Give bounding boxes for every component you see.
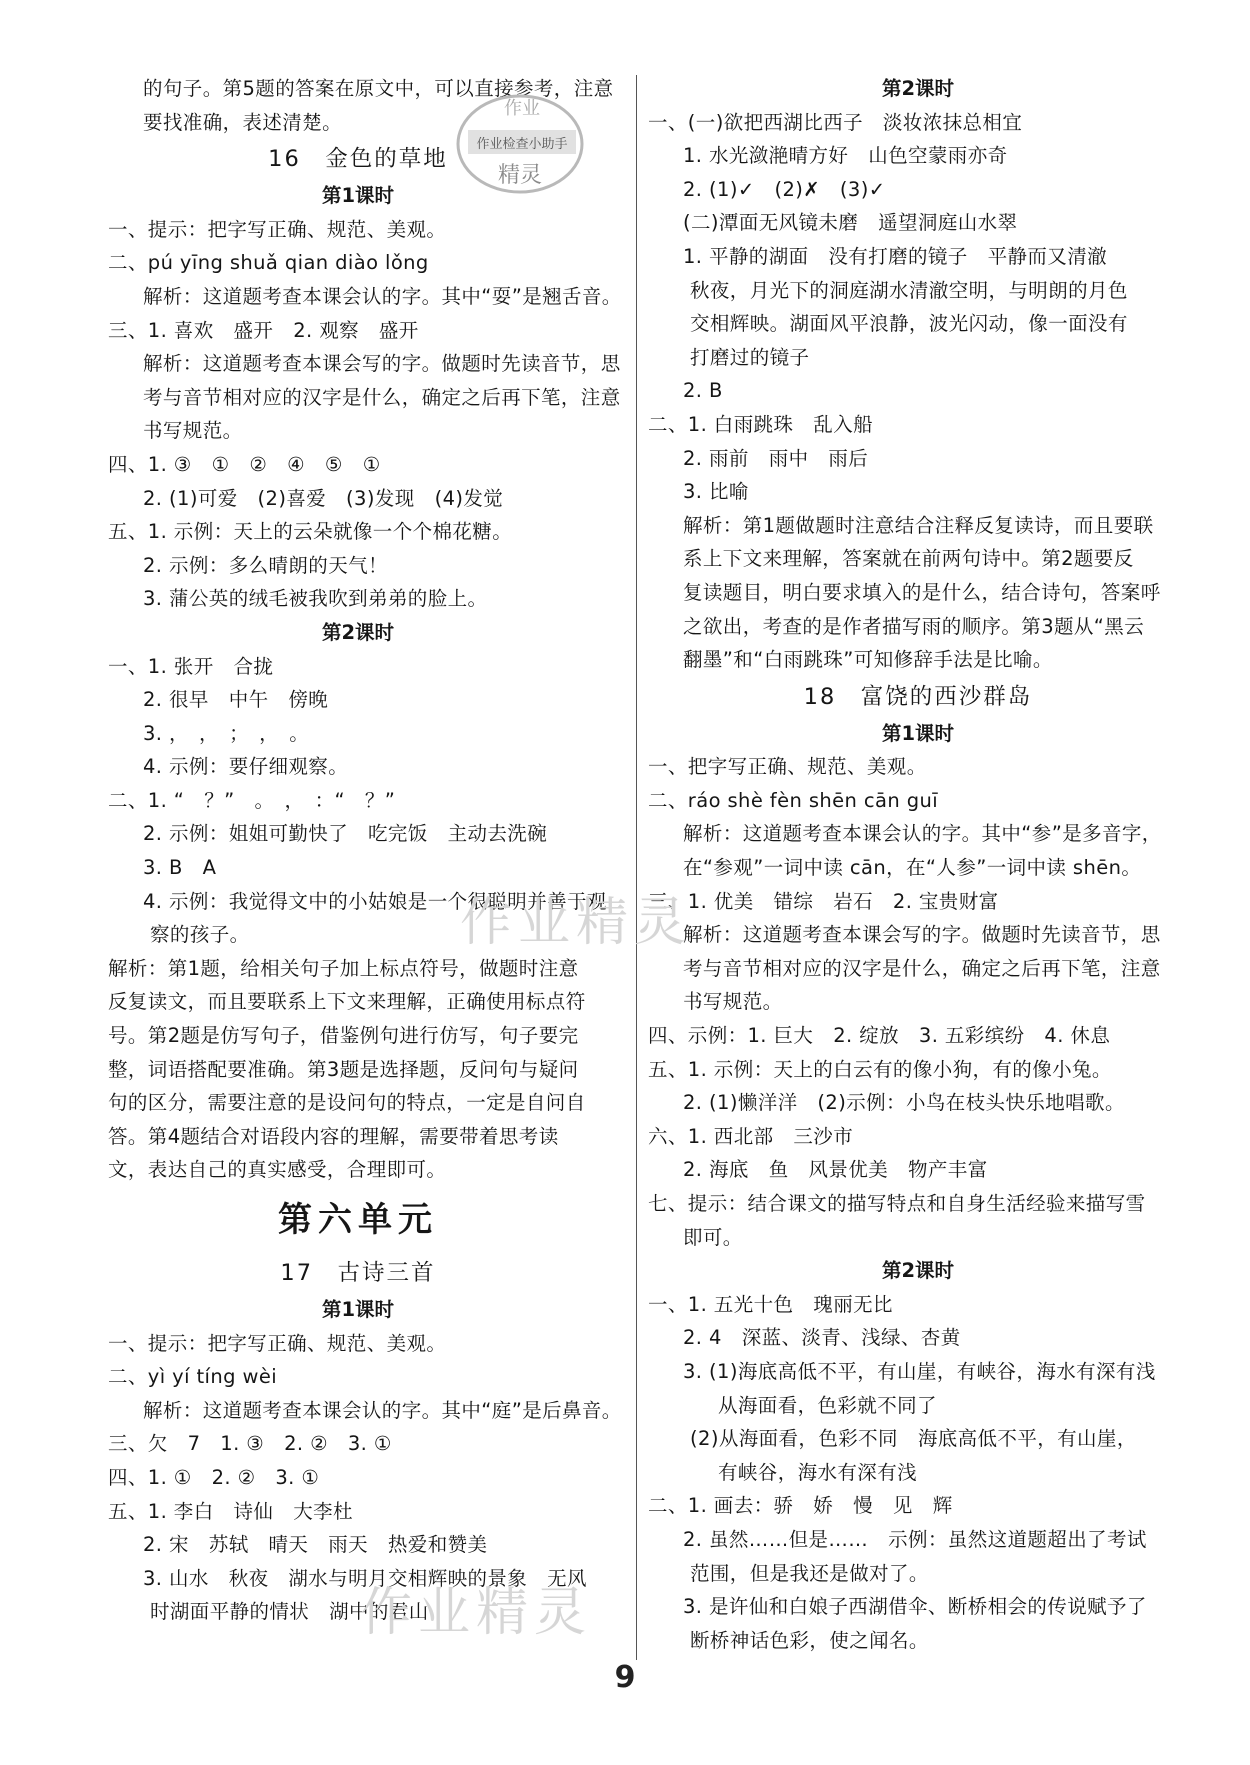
stamp-mid-text: 作业检查小助手 [476,137,568,152]
answer-line: 三、欠 7 1. ③ 2. ② 3. ① [108,1432,392,1456]
answer-line: 2. 虽然……但是…… 示例：虽然这道题超出了考试 [683,1527,1147,1551]
class-period-heading: 第2课时 [881,1259,955,1283]
lesson-heading: 18 富饶的西沙群岛 [803,683,1033,710]
answer-line: 系上下文来理解，答案就在前两句诗中。第2题要反 [683,547,1134,571]
answer-line: 二、1. 画去：骄 娇 慢 见 辉 [648,1494,953,1518]
answer-line: 一、把字写正确、规范、美观。 [648,755,927,779]
answer-line: 秋夜，月光下的洞庭湖水清澈空明，与明朗的月色 [690,278,1128,302]
answer-line: 察的孩子。 [150,923,250,947]
answer-line: 2. 宋 苏轼 晴天 雨天 热爱和赞美 [143,1533,488,1557]
answer-line: 2. 4 深蓝、淡青、浅绿、杏黄 [683,1326,961,1350]
answer-line: 三、1. 优美 错综 岩石 2. 宝贵财富 [648,889,999,913]
answer-line: 打磨过的镜子 [690,345,810,369]
stamp-top-text: 作业 [504,98,540,119]
answer-line: 解析：第1题做题时注意结合注释反复读诗，而且要联 [683,513,1154,537]
answer-line: 四、1. ① 2. ② 3. ① [108,1465,320,1489]
answer-line: 三、1. 喜欢 盛开 2. 观察 盛开 [108,318,419,342]
answer-line: 4. 示例：要仔细观察。 [143,755,349,779]
class-period-heading: 第1课时 [321,184,395,208]
answer-line: 七、提示：结合课文的描写特点和自身生活经验来描写雪 [648,1192,1146,1215]
faded-watermark: 作业精灵 [460,893,693,953]
answer-line: 在“参观”一词中读 cān，在“人参”一词中读 shēn。 [683,856,1142,880]
answer-line: 2. 海底 鱼 风景优美 物产丰富 [683,1158,988,1182]
answer-line: 号。第2题是仿写句子，借鉴例句进行仿写，句子要完 [108,1024,579,1048]
answer-line: 解析：这道题考查本课会认的字。其中“参”是多音字， [683,822,1162,846]
column-divider [636,75,637,1660]
answer-line: 解析：这道题考查本课会写的字。做题时先读音节，思 [143,352,621,376]
answer-line: 考与音节相对应的汉字是什么，确定之后再下笔，注意 [143,385,621,409]
answer-line: 2. (1)懒洋洋 (2)示例：小鸟在枝头快乐地唱歌。 [683,1091,1125,1115]
answer-line: 解析：这道题考查本课会认的字。其中“庭”是后鼻音。 [143,1398,622,1422]
answer-line: 复读题目，明白要求填入的是什么，结合诗句，答案呼 [683,580,1161,604]
answer-line: 一、提示：把字写正确、规范、美观。 [108,217,447,241]
answer-line: 答。第4题结合对语段内容的理解，需要带着思考读 [108,1124,559,1148]
answer-line: 2. B [683,379,723,403]
answer-line: 3. ， ， ； ， 。 [143,721,310,745]
answer-line: 3. 比喻 [683,480,749,504]
answer-line: 的句子。第5题的答案在原文中，可以直接参考，注意 [143,77,614,100]
right-column [648,72,1188,1657]
answer-line: 2. (1)可爱 (2)喜爱 (3)发现 (4)发觉 [143,486,504,510]
answer-line: 整，词语搭配要准确。第3题是选择题，反问句与疑问 [108,1057,579,1081]
lesson-heading: 16 金色的草地 [268,146,448,173]
answer-line: 反复读文，而且要联系上下文来理解，正确使用标点符 [108,990,586,1014]
class-period-heading: 第1课时 [321,1298,395,1321]
stamp-bottom-text: 精灵 [497,163,543,188]
answer-line: 2. (1)✓ (2)✗ (3)✓ [683,177,886,201]
answer-line: 3. B A [143,856,217,880]
answer-line: 时湖面平静的情状 湖中的君山 [150,1600,429,1624]
page-number: 9 [614,1660,636,1695]
answer-line: 4. 示例：我觉得文中的小姑娘是一个很聪明并善于观 [143,889,607,913]
answer-line: 书写规范。 [143,419,243,443]
answer-line: 3. (1)海底高低不平，有山崖，有峡谷，海水有深有浅 [683,1359,1156,1383]
answer-line: 二、1. “ ？” 。 ， ：“ ？” [108,788,396,812]
answer-line: 考与音节相对应的汉字是什么，确定之后再下笔，注意 [683,956,1161,980]
answer-line: (2)从海面看，色彩不同 海底高低不平，有山崖， [690,1427,1137,1451]
answer-line: 文，表达自己的真实感受，合理即可。 [108,1158,447,1182]
answer-line: 解析：第1题，给相关句子加上标点符号，做题时注意 [108,956,579,980]
answer-line: 一、1. 张开 合拢 [108,654,274,678]
answer-line: 解析：这道题考查本课会认的字。其中“耍”是翘舌音。 [143,284,622,308]
watermark-stamp-icon [448,86,588,198]
answer-line: 二、1. 白雨跳珠 乱入船 [648,412,874,436]
answer-line: 3. 蒲公英的绒毛被我吹到弟弟的脸上。 [143,587,488,611]
answer-line: 即可。 [683,1225,743,1249]
class-period-heading: 第2课时 [881,77,955,100]
answer-line: 2. 示例：姐姐可勤快了 吃完饭 主动去洗碗 [143,822,548,846]
answer-line: 解析：这道题考查本课会写的字。做题时先读音节，思 [683,923,1161,947]
class-period-heading: 第2课时 [321,620,395,644]
answer-line: 四、示例：1. 巨大 2. 绽放 3. 五彩缤纷 4. 休息 [648,1024,1111,1048]
answer-line: 六、1. 西北部 三沙市 [648,1124,854,1148]
answer-line: 句的区分，需要注意的是设问句的特点，一定是自问自 [108,1091,586,1115]
answer-line: 二、pú yīng shuǎ qian diào lǒng [108,251,429,275]
answer-line: 四、1. ③ ① ② ④ ⑤ ① [108,452,381,476]
answer-line: 1. 水光潋滟晴方好 山色空蒙雨亦奇 [683,144,1008,168]
answer-line: 一、提示：把字写正确、规范、美观。 [108,1331,447,1355]
answer-line: 要找准确，表述清楚。 [143,110,343,134]
answer-line: 交相辉映。湖面风平浪静，波光闪动，像一面没有 [690,312,1128,336]
answer-line: 断桥神话色彩，使之闻名。 [690,1628,929,1652]
answer-line: 2. 示例：多么晴朗的天气！ [143,553,388,577]
answer-line: 有峡谷，海水有深有浅 [718,1460,918,1484]
unit-heading: 第六单元 [278,1200,438,1240]
answer-line: 3. 是许仙和白娘子西湖借伞、断桥相会的传说赋予了 [683,1595,1147,1619]
answer-line: 从海面看，色彩就不同了 [718,1393,937,1417]
answer-line: 一、1. 五光十色 瑰丽无比 [648,1292,893,1316]
left-column [108,72,622,1629]
answer-line: 五、1. 示例：天上的白云有的像小狗，有的像小兔。 [648,1057,1112,1081]
faded-watermark: 作业精灵 [360,1583,593,1643]
answer-line: 3. 山水 秋夜 湖水与明月交相辉映的景象 无风 [143,1566,587,1590]
class-period-heading: 第1课时 [881,721,955,745]
answer-line: 范围，但是我还是做对了。 [690,1561,929,1585]
answer-line: 五、1. 李白 诗仙 大李杜 [108,1499,353,1523]
answer-line: 一、(一)欲把西湖比西子 淡妆浓抹总相宜 [648,110,1023,134]
lesson-heading: 17 古诗三首 [280,1260,436,1286]
answer-line: 书写规范。 [683,990,783,1014]
answer-line: 翻墨”和“白雨跳珠”可知修辞手法是比喻。 [683,648,1053,672]
answer-line: 二、yì yí tíng wèi [108,1365,278,1389]
answer-line: 2. 雨前 雨中 雨后 [683,446,869,470]
answer-line: 二、ráo shè fèn shēn cān guī [648,788,939,812]
answer-line: 1. 平静的湖面 没有打磨的镜子 平静而又清澈 [683,244,1108,268]
answer-line: (二)潭面无风镜未磨 遥望洞庭山水翠 [683,211,1018,235]
answer-line: 五、1. 示例：天上的云朵就像一个个棉花糖。 [108,520,513,544]
answer-line: 2. 很早 中午 傍晚 [143,688,329,712]
answer-line: 之欲出，考查的是作者描写雨的顺序。第3题从“黑云 [683,614,1145,638]
